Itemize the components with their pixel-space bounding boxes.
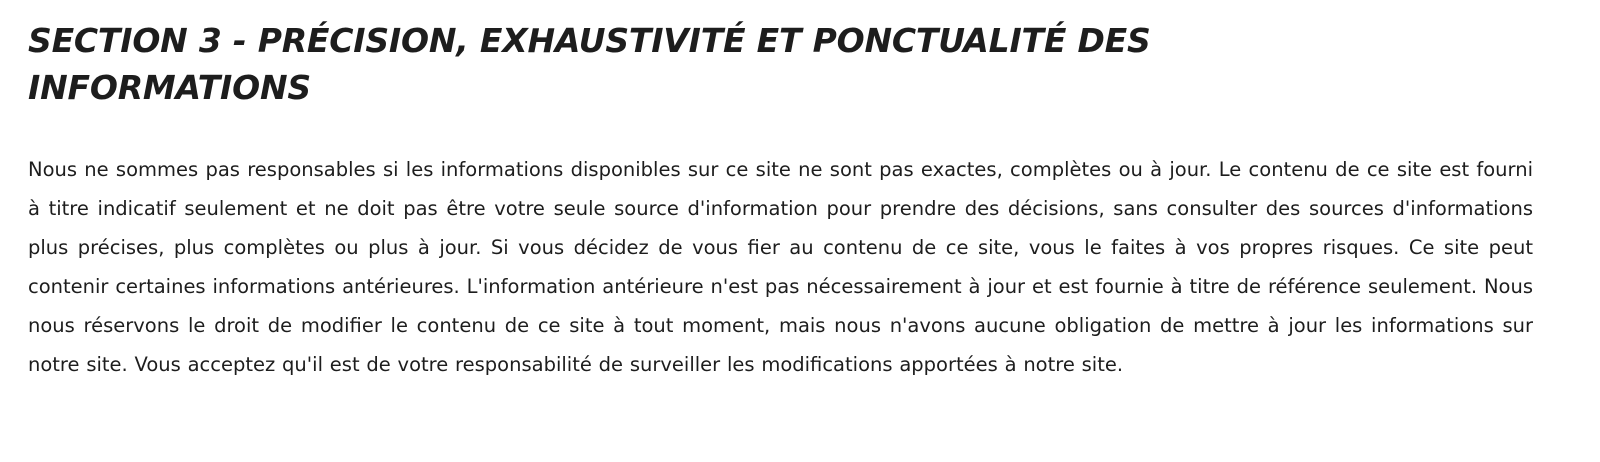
- section-body-paragraph: Nous ne sommes pas responsables si les informations disponibles sur ce site ne sont pas exactes, complètes ou à jour. Le contenu de ce site est fourni à titre indicatif seulement et ne doit pas être votre seule source d'information pour prendre des décisions, sans consulter des sources d'informations plus précises, plus complètes ou plus à jour. Si vous décidez de vous fier au contenu de ce site, vous le faites à vos propres risques. Ce site peut contenir certaines informations antérieures. L'information antérieure n'est pas nécessairement à jour et est fournie à titre de référence seulement. Nous nous réservons le droit de modifier le contenu de ce site à tout moment, mais nous n'avons aucune obligation de mettre à jour les informations sur notre site. Vous acceptez qu'il est de votre responsabilité de surveiller les modifications apportées à notre site.: [28, 157, 1533, 376]
- section-heading: SECTION 3 - PRÉCISION, EXHAUSTIVITÉ ET PONCTUALITÉ DES INFORMATIONS: [28, 21, 1151, 107]
